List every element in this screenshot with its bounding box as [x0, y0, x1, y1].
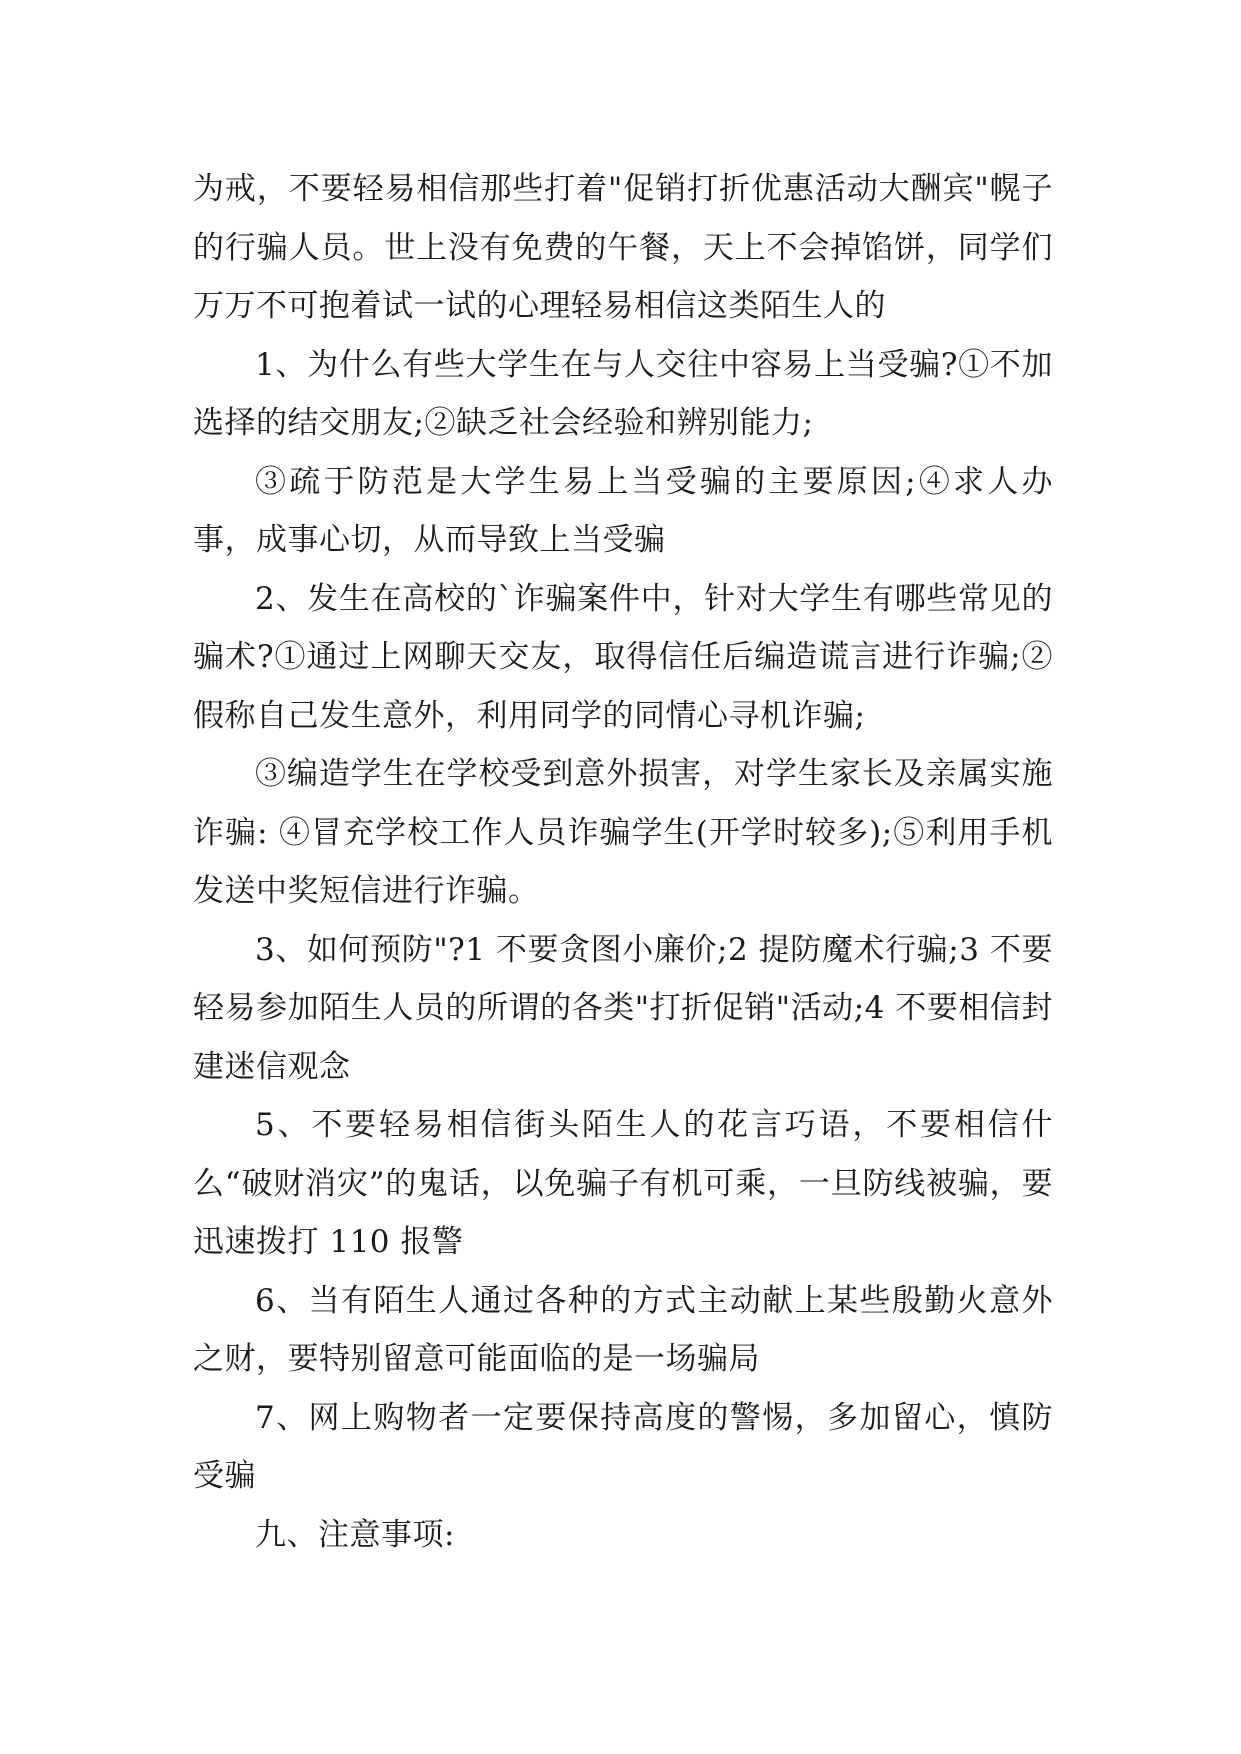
paragraph-item-5: 5、不要轻易相信街头陌生人的花言巧语，不要相信什么“破财消灾”的鬼话，以免骗子有机可乘，一旦防线被骗，要迅速拨打 110 报警 — [193, 1107, 1053, 1260]
paragraph-item-2: 2、发生在高校的`诈骗案件中，针对大学生有哪些常见的骗术?①通过上网聊天交友，取得信任后编造谎言进行诈骗;②假称自己发生意外，利用同学的同情心寻机诈骗; — [193, 580, 1053, 734]
paragraph-intro: 为戒，不要轻易相信那些打着"促销打折优惠活动大酬宾"幌子的行骗人员。世上没有免费的午餐，天上不会掉馅饼，同学们万万不可抱着试一试的心理轻易相信这类陌生人的 — [193, 171, 1053, 324]
paragraph-item-2-continued: ③编造学生在学校受到意外损害，对学生家长及亲属实施诈骗: ④冒充学校工作人员诈骗学生(开学时较多);⑤利用手机发送中奖短信进行诈骗。 — [193, 756, 1053, 909]
section-heading-notes: 九、注意事项: — [255, 1516, 455, 1553]
paragraph-item-1-continued: ③疏于防范是大学生易上当受骗的主要原因;④求人办事，成事心切，从而导致上当受骗 — [193, 463, 1053, 558]
paragraph-item-1: 1、为什么有些大学生在与人交往中容易上当受骗?①不加选择的结交朋友;②缺乏社会经验和辨别能力; — [193, 346, 1053, 441]
paragraph-item-6: 6、当有陌生人通过各种的方式主动献上某些殷勤火意外之财，要特别留意可能面临的是一场骗局 — [193, 1282, 1053, 1377]
paragraph-item-7: 7、网上购物者一定要保持高度的警惕，多加留心，慎防受骗 — [193, 1399, 1053, 1494]
paragraph-item-3: 3、如何预防"?1 不要贪图小廉价;2 提防魔术行骗;3 不要轻易参加陌生人员的所谓的各类"打折促销"活动;4 不要相信封建迷信观念 — [193, 931, 1053, 1085]
document-body — [193, 160, 1053, 1564]
